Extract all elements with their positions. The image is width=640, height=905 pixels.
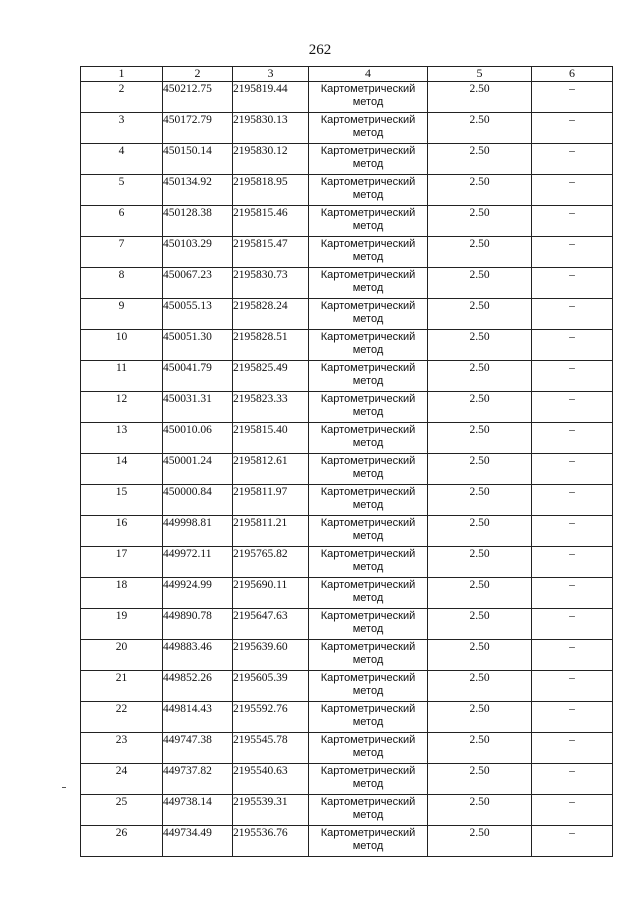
- note-cell: –: [532, 671, 613, 702]
- table-row: [81, 671, 613, 702]
- y-coordinate-cell: 2195592.76: [233, 702, 309, 733]
- method-cell: Картометрический метод: [309, 113, 428, 144]
- method-cell: Картометрический метод: [309, 702, 428, 733]
- x-coordinate-cell: 450031.31: [163, 392, 233, 423]
- point-number-cell: 24: [81, 764, 163, 795]
- x-coordinate-cell: 449737.82: [163, 764, 233, 795]
- y-coordinate-cell: 2195823.33: [233, 392, 309, 423]
- point-number-cell: 2: [81, 82, 163, 113]
- table-row: [81, 82, 613, 113]
- accuracy-cell: 2.50: [428, 578, 532, 609]
- note-cell: –: [532, 733, 613, 764]
- x-coordinate-cell: 450041.79: [163, 361, 233, 392]
- y-coordinate-cell: 2195811.97: [233, 485, 309, 516]
- x-coordinate-cell: 449924.99: [163, 578, 233, 609]
- note-cell: –: [532, 113, 613, 144]
- table-row: [81, 764, 613, 795]
- y-coordinate-cell: 2195639.60: [233, 640, 309, 671]
- accuracy-cell: 2.50: [428, 423, 532, 454]
- column-header-5: 5: [428, 67, 532, 82]
- accuracy-cell: 2.50: [428, 144, 532, 175]
- note-cell: –: [532, 547, 613, 578]
- note-cell: –: [532, 578, 613, 609]
- point-number-cell: 26: [81, 826, 163, 857]
- accuracy-cell: 2.50: [428, 361, 532, 392]
- method-cell: Картометрический метод: [309, 175, 428, 206]
- accuracy-cell: 2.50: [428, 392, 532, 423]
- y-coordinate-cell: 2195815.40: [233, 423, 309, 454]
- table-row: [81, 702, 613, 733]
- y-coordinate-cell: 2195818.95: [233, 175, 309, 206]
- point-number-cell: 22: [81, 702, 163, 733]
- note-cell: –: [532, 516, 613, 547]
- point-number-cell: 4: [81, 144, 163, 175]
- x-coordinate-cell: 449734.49: [163, 826, 233, 857]
- x-coordinate-cell: 449972.11: [163, 547, 233, 578]
- note-cell: –: [532, 640, 613, 671]
- table-row: [81, 516, 613, 547]
- y-coordinate-cell: 2195828.51: [233, 330, 309, 361]
- accuracy-cell: 2.50: [428, 547, 532, 578]
- x-coordinate-cell: 450055.13: [163, 299, 233, 330]
- y-coordinate-cell: 2195812.61: [233, 454, 309, 485]
- column-header-1: 1: [81, 67, 163, 82]
- table-row: [81, 454, 613, 485]
- y-coordinate-cell: 2195830.73: [233, 268, 309, 299]
- method-cell: Картометрический метод: [309, 454, 428, 485]
- table-row: [81, 795, 613, 826]
- x-coordinate-cell: 449998.81: [163, 516, 233, 547]
- accuracy-cell: 2.50: [428, 237, 532, 268]
- accuracy-cell: 2.50: [428, 175, 532, 206]
- table-header-row: [81, 67, 613, 82]
- x-coordinate-cell: 449852.26: [163, 671, 233, 702]
- y-coordinate-cell: 2195815.47: [233, 237, 309, 268]
- y-coordinate-cell: 2195545.78: [233, 733, 309, 764]
- accuracy-cell: 2.50: [428, 733, 532, 764]
- method-cell: Картометрический метод: [309, 423, 428, 454]
- x-coordinate-cell: 450067.23: [163, 268, 233, 299]
- note-cell: –: [532, 299, 613, 330]
- method-cell: Картометрический метод: [309, 640, 428, 671]
- method-cell: Картометрический метод: [309, 826, 428, 857]
- method-cell: Картометрический метод: [309, 237, 428, 268]
- table-row: [81, 113, 613, 144]
- table-row: [81, 237, 613, 268]
- note-cell: –: [532, 392, 613, 423]
- point-number-cell: 23: [81, 733, 163, 764]
- accuracy-cell: 2.50: [428, 516, 532, 547]
- point-number-cell: 3: [81, 113, 163, 144]
- y-coordinate-cell: 2195825.49: [233, 361, 309, 392]
- page-number: 262: [308, 42, 332, 58]
- accuracy-cell: 2.50: [428, 206, 532, 237]
- column-header-2: 2: [163, 67, 233, 82]
- point-number-cell: 19: [81, 609, 163, 640]
- x-coordinate-cell: 449890.78: [163, 609, 233, 640]
- point-number-cell: 15: [81, 485, 163, 516]
- table-row: [81, 609, 613, 640]
- x-coordinate-cell: 449814.43: [163, 702, 233, 733]
- table-row: [81, 330, 613, 361]
- accuracy-cell: 2.50: [428, 330, 532, 361]
- point-number-cell: 17: [81, 547, 163, 578]
- table-row: [81, 826, 613, 857]
- note-cell: –: [532, 795, 613, 826]
- method-cell: Картометрический метод: [309, 82, 428, 113]
- y-coordinate-cell: 2195828.24: [233, 299, 309, 330]
- x-coordinate-cell: 450134.92: [163, 175, 233, 206]
- note-cell: –: [532, 237, 613, 268]
- method-cell: Картометрический метод: [309, 671, 428, 702]
- table-row: [81, 640, 613, 671]
- y-coordinate-cell: 2195540.63: [233, 764, 309, 795]
- table-row: [81, 733, 613, 764]
- y-coordinate-cell: 2195690.11: [233, 578, 309, 609]
- x-coordinate-cell: 450103.29: [163, 237, 233, 268]
- accuracy-cell: 2.50: [428, 485, 532, 516]
- note-cell: –: [532, 206, 613, 237]
- y-coordinate-cell: 2195830.12: [233, 144, 309, 175]
- point-number-cell: 8: [81, 268, 163, 299]
- point-number-cell: 13: [81, 423, 163, 454]
- point-number-cell: 25: [81, 795, 163, 826]
- accuracy-cell: 2.50: [428, 795, 532, 826]
- y-coordinate-cell: 2195811.21: [233, 516, 309, 547]
- point-number-cell: 9: [81, 299, 163, 330]
- y-coordinate-cell: 2195815.46: [233, 206, 309, 237]
- method-cell: Картометрический метод: [309, 206, 428, 237]
- point-number-cell: 16: [81, 516, 163, 547]
- accuracy-cell: 2.50: [428, 454, 532, 485]
- y-coordinate-cell: 2195536.76: [233, 826, 309, 857]
- accuracy-cell: 2.50: [428, 299, 532, 330]
- table-row: [81, 144, 613, 175]
- note-cell: –: [532, 826, 613, 857]
- column-header-3: 3: [233, 67, 309, 82]
- note-cell: –: [532, 361, 613, 392]
- x-coordinate-cell: 449883.46: [163, 640, 233, 671]
- table-row: [81, 578, 613, 609]
- note-cell: –: [532, 702, 613, 733]
- point-number-cell: 14: [81, 454, 163, 485]
- x-coordinate-cell: 449747.38: [163, 733, 233, 764]
- y-coordinate-cell: 2195819.44: [233, 82, 309, 113]
- method-cell: Картометрический метод: [309, 609, 428, 640]
- point-number-cell: 10: [81, 330, 163, 361]
- note-cell: –: [532, 423, 613, 454]
- note-cell: –: [532, 609, 613, 640]
- x-coordinate-cell: 450150.14: [163, 144, 233, 175]
- method-cell: Картометрический метод: [309, 330, 428, 361]
- point-number-cell: 21: [81, 671, 163, 702]
- point-number-cell: 6: [81, 206, 163, 237]
- accuracy-cell: 2.50: [428, 764, 532, 795]
- x-coordinate-cell: 450010.06: [163, 423, 233, 454]
- table-row: [81, 299, 613, 330]
- column-header-6: 6: [532, 67, 613, 82]
- table-row: [81, 485, 613, 516]
- table-row: [81, 547, 613, 578]
- x-coordinate-cell: 449738.14: [163, 795, 233, 826]
- method-cell: Картометрический метод: [309, 485, 428, 516]
- point-number-cell: 18: [81, 578, 163, 609]
- note-cell: –: [532, 268, 613, 299]
- x-coordinate-cell: 450000.84: [163, 485, 233, 516]
- accuracy-cell: 2.50: [428, 268, 532, 299]
- point-number-cell: 20: [81, 640, 163, 671]
- note-cell: –: [532, 144, 613, 175]
- note-cell: –: [532, 485, 613, 516]
- y-coordinate-cell: 2195647.63: [233, 609, 309, 640]
- x-coordinate-cell: 450051.30: [163, 330, 233, 361]
- note-cell: –: [532, 175, 613, 206]
- x-coordinate-cell: 450212.75: [163, 82, 233, 113]
- table-row: [81, 423, 613, 454]
- note-cell: –: [532, 330, 613, 361]
- accuracy-cell: 2.50: [428, 702, 532, 733]
- note-cell: –: [532, 82, 613, 113]
- note-cell: –: [532, 454, 613, 485]
- y-coordinate-cell: 2195605.39: [233, 671, 309, 702]
- column-header-4: 4: [309, 67, 428, 82]
- method-cell: Картометрический метод: [309, 733, 428, 764]
- method-cell: Картометрический метод: [309, 268, 428, 299]
- method-cell: Картометрический метод: [309, 516, 428, 547]
- accuracy-cell: 2.50: [428, 640, 532, 671]
- point-number-cell: 12: [81, 392, 163, 423]
- y-coordinate-cell: 2195830.13: [233, 113, 309, 144]
- table-row: [81, 392, 613, 423]
- y-coordinate-cell: 2195765.82: [233, 547, 309, 578]
- point-number-cell: 5: [81, 175, 163, 206]
- method-cell: Картометрический метод: [309, 361, 428, 392]
- x-coordinate-cell: 450001.24: [163, 454, 233, 485]
- accuracy-cell: 2.50: [428, 609, 532, 640]
- table-row: [81, 268, 613, 299]
- table-row: [81, 206, 613, 237]
- accuracy-cell: 2.50: [428, 113, 532, 144]
- table-row: [81, 175, 613, 206]
- x-coordinate-cell: 450128.38: [163, 206, 233, 237]
- method-cell: Картометрический метод: [309, 299, 428, 330]
- point-number-cell: 7: [81, 237, 163, 268]
- method-cell: Картометрический метод: [309, 578, 428, 609]
- point-number-cell: 11: [81, 361, 163, 392]
- method-cell: Картометрический метод: [309, 764, 428, 795]
- method-cell: Картометрический метод: [309, 547, 428, 578]
- coordinates-table: [80, 66, 613, 857]
- method-cell: Картометрический метод: [309, 144, 428, 175]
- y-coordinate-cell: 2195539.31: [233, 795, 309, 826]
- accuracy-cell: 2.50: [428, 82, 532, 113]
- scan-mark: [62, 787, 66, 788]
- accuracy-cell: 2.50: [428, 671, 532, 702]
- method-cell: Картометрический метод: [309, 795, 428, 826]
- x-coordinate-cell: 450172.79: [163, 113, 233, 144]
- accuracy-cell: 2.50: [428, 826, 532, 857]
- table-row: [81, 361, 613, 392]
- method-cell: Картометрический метод: [309, 392, 428, 423]
- note-cell: –: [532, 764, 613, 795]
